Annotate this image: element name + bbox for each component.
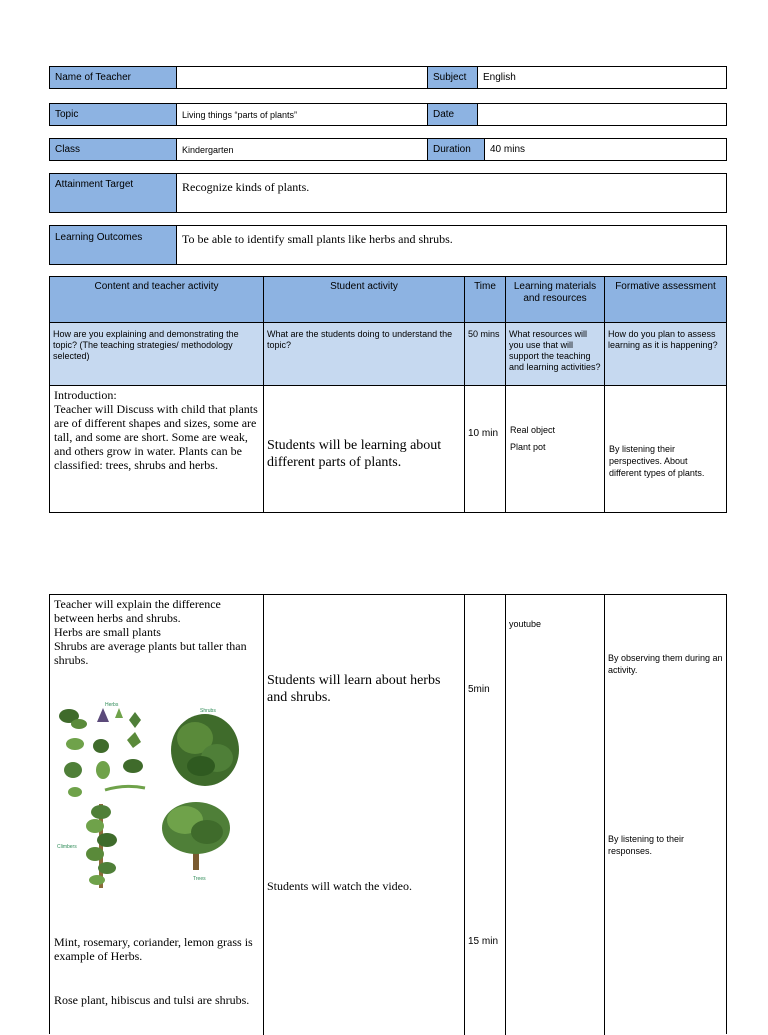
climbers-icon — [86, 804, 117, 888]
plant-types-image — [55, 700, 245, 890]
shrubs-icon — [171, 714, 239, 786]
guide-content: How are you explaining and demonstrating the topic? (The teaching strategies/ methodology selected) — [50, 323, 264, 386]
assessment-observing: By observing them during an activity. — [608, 653, 723, 675]
teacher-value[interactable] — [177, 67, 428, 89]
class-label: Class — [50, 139, 177, 161]
student-watch-video: Students will watch the video. — [267, 879, 412, 893]
lesson-plan-table — [49, 276, 727, 513]
class-row — [49, 138, 727, 161]
intro-content: Introduction: Teacher will Discuss with child that plants are of different shapes and sizes, some are tall, and some are short. Some are weak, and others grow in water. Plants can be classified: trees, shrubs and herbs. — [54, 388, 258, 472]
outcomes-row — [49, 225, 727, 265]
time-15min: 15 min — [468, 936, 499, 947]
assessment-listening: By listening to their responses. — [608, 834, 685, 856]
teacher-label: Name of Teacher — [50, 67, 177, 89]
column-header-materials: Learning materials and resources — [506, 277, 605, 323]
content-shrub-examples: Rose plant, hibiscus and tulsi are shrubs. — [54, 993, 250, 1007]
lesson-plan-table-continued — [49, 594, 727, 1034]
topic-value[interactable]: Living things “parts of plants” — [177, 104, 428, 126]
topic-label: Topic — [50, 104, 177, 126]
intro-student-activity: Students will be learning about different parts of plants. — [267, 438, 442, 470]
intro-material-real-object: Real object — [510, 425, 556, 435]
column-header-assessment: Formative assessment — [605, 277, 727, 323]
outcomes-value[interactable]: To be able to identify small plants like herbs and shrubs. — [177, 226, 727, 265]
column-header-content: Content and teacher activity — [50, 277, 264, 323]
herbs-icon — [59, 708, 145, 797]
duration-value[interactable]: 40 mins — [485, 139, 727, 161]
date-value[interactable] — [478, 104, 727, 126]
guide-materials: What resources will you use that will support the teaching and learning activities? — [506, 323, 605, 386]
column-header-student: Student activity — [264, 277, 465, 323]
outcomes-label: Learning Outcomes — [50, 226, 177, 265]
duration-label: Duration — [428, 139, 485, 161]
guide-time: 50 mins — [465, 323, 506, 386]
plant-types-illustration — [55, 700, 245, 890]
trees-label: Trees — [193, 876, 206, 882]
subject-label: Subject — [428, 67, 478, 89]
topic-row — [49, 103, 727, 126]
student-learn-herbs-shrubs: Students will learn about herbs and shrubs. — [267, 673, 441, 705]
attainment-row — [49, 173, 727, 213]
material-youtube: youtube — [509, 619, 542, 629]
guide-student: What are the students doing to understand the topic? — [264, 323, 465, 386]
class-value[interactable]: Kindergarten — [177, 139, 428, 161]
tree-icon — [162, 802, 230, 870]
intro-material-plant-pot: Plant pot — [510, 442, 546, 452]
herbs-label: Herbs — [105, 702, 119, 708]
attainment-value[interactable]: Recognize kinds of plants. — [177, 174, 727, 213]
column-header-time: Time — [465, 277, 506, 323]
content-herb-examples: Mint, rosemary, coriander, lemon grass is example of Herbs. — [54, 935, 253, 963]
climbers-label: Climbers — [57, 844, 77, 850]
guide-assessment: How do you plan to assess learning as it is happening? — [605, 323, 727, 386]
subject-value[interactable]: English — [478, 67, 727, 89]
intro-time: 10 min — [468, 428, 499, 439]
teacher-row — [49, 66, 727, 89]
intro-assessment: By listening their perspectives. About different types of plants. — [609, 444, 705, 478]
time-5min: 5min — [468, 684, 490, 695]
date-label: Date — [428, 104, 478, 126]
attainment-label: Attainment Target — [50, 174, 177, 213]
shrubs-label: Shrubs — [200, 708, 216, 714]
content-herbs-shrubs: Teacher will explain the difference between herbs and shrubs. Herbs are small plants Shrubs are average plants but taller than shrubs. — [54, 597, 247, 667]
